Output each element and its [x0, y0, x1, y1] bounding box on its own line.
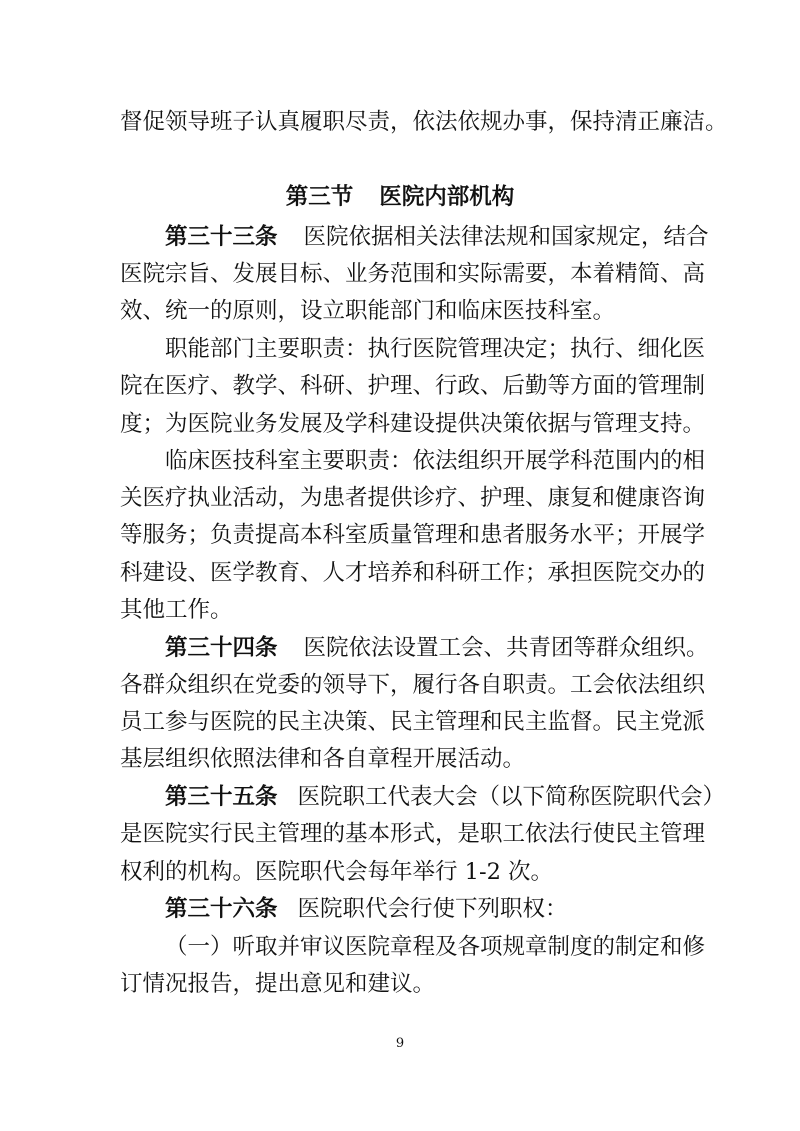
text-line: 等服务；负责提高本科室质量管理和患者服务水平；开展学 — [120, 522, 706, 548]
article-33-label: 第三十三条 — [165, 224, 278, 250]
page-number: 9 — [395, 1036, 405, 1051]
article-36-text: 医院职代会行使下列职权： — [297, 896, 568, 922]
text-line: 临床医技科室主要职责：依法组织开展学科范围内的相 — [165, 448, 706, 474]
article-36-first-line — [165, 893, 680, 925]
article-36-label: 第三十六条 — [165, 896, 278, 922]
text-line: 权利的机构。医院职代会每年举行 1-2 次。 — [120, 859, 554, 885]
text-line: 其他工作。 — [120, 597, 233, 623]
text-line: 科建设、医学教育、人才培养和科研工作；承担医院交办的 — [120, 560, 706, 586]
text-line: 基层组织依照法律和各自章程开展活动。 — [120, 746, 526, 772]
text-line: 医院宗旨、发展目标、业务范围和实际需要，本着精简、高 — [120, 261, 706, 287]
text-line: 度；为医院业务发展及学科建设提供决策依据与管理支持。 — [120, 411, 706, 437]
text-line: 各群众组织在党委的领导下，履行各自职责。工会依法组织 — [120, 672, 706, 698]
section-label: 第三节 — [285, 184, 354, 210]
text-line: 督促领导班子认真履职尽责，依法依规办事，保持清正廉洁。 — [120, 109, 728, 135]
section-heading — [0, 181, 800, 213]
text-line: 职能部门主要职责：执行医院管理决定；执行、细化医 — [165, 336, 706, 362]
text-line: 效、统一的原则，设立职能部门和临床医技科室。 — [120, 298, 616, 324]
article-33-text: 医院依据相关法律法规和国家规定，结合 — [303, 224, 709, 250]
article-34-first-line — [165, 632, 709, 664]
article-34-text: 医院依法设置工会、共青团等群众组织。 — [303, 635, 709, 661]
text-line: 是医院实行民主管理的基本形式，是职工依法行使民主管理 — [120, 821, 706, 847]
text-line: 订情况报告，提出意见和建议。 — [120, 971, 436, 997]
text-line: 员工参与医院的民主决策、民主管理和民主监督。民主党派 — [120, 709, 706, 735]
text-line: 关医疗执业活动，为患者提供诊疗、护理、康复和健康咨询 — [120, 485, 706, 511]
article-35-first-line — [165, 781, 726, 813]
article-34-label: 第三十四条 — [165, 635, 278, 661]
article-33-first-line — [165, 221, 709, 253]
text-line: （一）听取并审议医院章程及各项规章制度的制定和修 — [165, 934, 706, 960]
article-35-text: 医院职工代表大会（以下简称医院职代会） — [297, 784, 726, 810]
text-line: 院在医疗、教学、科研、护理、行政、后勤等方面的管理制 — [120, 373, 706, 399]
section-title: 医院内部机构 — [379, 184, 515, 210]
article-35-label: 第三十五条 — [165, 784, 278, 810]
